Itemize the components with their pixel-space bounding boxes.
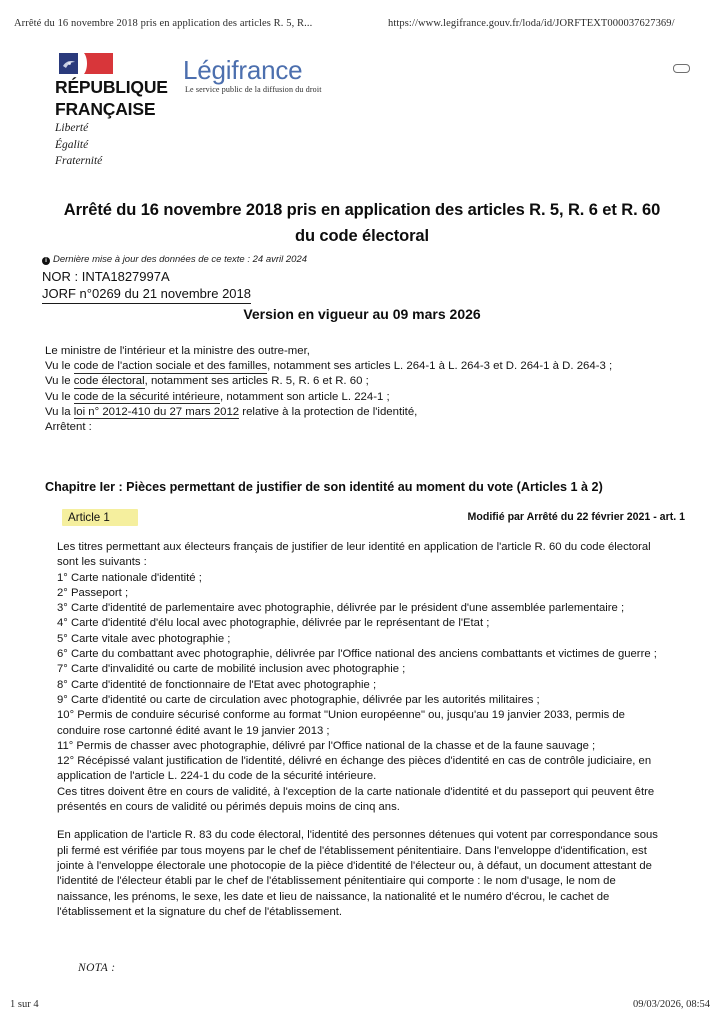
visa-item	[45, 374, 685, 389]
list-item: 1° Carte nationale d'identité ;	[57, 571, 202, 584]
list-item: 3° Carte d'identité de parlementaire avec photographie, délivrée par le président d'une assemblée parlementaire ;	[57, 602, 625, 615]
print-timestamp: 09/03/2026, 08:54	[632, 999, 710, 1010]
motto-fraternite: Fraternité	[55, 155, 103, 167]
jorf-reference-link[interactable]: JORF n°0269 du 21 novembre 2018	[42, 285, 251, 304]
list-item: 7° Carte d'invalidité ou carte de mobilité inclusion avec photographie ;	[57, 663, 406, 676]
french-flag-marianne-icon	[58, 52, 120, 75]
visas-closing: Arrêtent :	[45, 421, 92, 434]
page-indicator: 1 sur 4	[10, 999, 39, 1010]
article-label[interactable]: Article 1	[62, 509, 138, 526]
motto-egalite: Égalité	[55, 138, 89, 151]
chapter-heading: Chapitre Ier : Pièces permettant de justifier de son identité au moment du vote (Articles 1 à 2)	[45, 480, 603, 495]
visa-link[interactable]: code de l'action sociale et des familles	[73, 360, 268, 373]
print-header	[0, 18, 724, 34]
list-item: 11° Permis de chasser avec photographie, délivré par l'Office national de la chasse et de la faune sauvage ;	[57, 739, 596, 752]
list-item: 5° Carte vitale avec photographie ;	[57, 632, 231, 645]
print-header-url: https://www.legifrance.gouv.fr/loda/id/JORFTEXT000037627369/	[388, 18, 675, 29]
validity-paragraph: Ces titres doivent être en cours de validité, à l'exception de la carte nationale d'identité et du passeport qui peuvent être présentés en cours de validité ou périmés depuis moins de cinq ans.	[57, 785, 655, 814]
list-item: 10° Permis de conduire sécurisé conforme au format "Union européenne" ou, jusqu'au 19 janvier 2033, permis de conduire rose cartonné édité avant le 19 janvier 2013 ;	[57, 709, 625, 737]
visa-prefix: Vu le	[45, 360, 74, 373]
visas-intro: Le ministre de l'intérieur et la ministre des outre-mer,	[45, 345, 310, 357]
visa-link[interactable]: code électoral	[73, 375, 145, 388]
visa-suffix: , notamment ses articles L. 264-1 à L. 264-3 et D. 264-1 à D. 264-3 ;	[267, 360, 613, 373]
visas-block	[45, 344, 685, 435]
page-title: Arrêté du 16 novembre 2018 pris en application des articles R. 5, R. 6 et R. 60 du code électoral	[63, 201, 661, 246]
last-update-text: Dernière mise à jour des données de ce texte : 24 avril 2024	[53, 254, 308, 265]
visa-prefix: Vu la	[45, 405, 74, 418]
list-item: 4° Carte d'identité d'élu local avec photographie, délivrée par le représentant de l'Etat ;	[57, 617, 490, 630]
print-footer	[0, 999, 724, 1013]
legifrance-tagline: Le service public de la diffusion du droit	[185, 85, 322, 94]
nota-label: NOTA :	[78, 962, 116, 974]
republique-francaise-logo	[55, 52, 185, 168]
visa-link[interactable]: loi n° 2012-410 du 27 mars 2012	[73, 405, 240, 418]
list-item: 12° Récépissé valant justification de l'identité, délivré en échange des pièces d'identité en cas de contrôle judiciaire, en application de l'article L. 224-1 du code de la sécurité intérieure.	[57, 755, 652, 783]
visa-item	[45, 390, 685, 405]
print-header-page-title: Arrêté du 16 novembre 2018 pris en application des articles R. 5, R...	[14, 18, 313, 29]
body-intro: Les titres permettant aux électeurs français de justifier de leur identité en application de l'article R. 60 du code électoral sont les suivants :	[57, 541, 651, 569]
last-update-line	[42, 253, 682, 266]
print-artifact-pill-icon	[673, 64, 690, 73]
list-item: 2° Passeport ;	[57, 586, 129, 599]
list-item: 9° Carte d'identité ou carte de circulation avec photographie, délivrée par les autorités militaires ;	[57, 693, 540, 706]
legifrance-logo[interactable]	[183, 56, 322, 95]
article-body	[57, 540, 671, 920]
info-icon: i	[42, 257, 50, 265]
visa-item	[45, 405, 685, 420]
article-modified-by: Modifié par Arrêté du 22 février 2021 - art. 1	[467, 511, 685, 523]
visa-suffix: relative à la protection de l'identité,	[239, 405, 418, 418]
version-status: Version en vigueur au 09 mars 2026	[243, 306, 481, 322]
visa-prefix: Vu le	[45, 390, 74, 403]
article-header-row	[45, 509, 685, 527]
masthead	[55, 52, 675, 167]
visa-item	[45, 359, 685, 374]
visa-prefix: Vu le	[45, 375, 74, 388]
nor-identifier: NOR : INTA1827997A	[42, 269, 170, 284]
legifrance-wordmark: Légifrance	[183, 55, 303, 85]
republic-name-line1: RÉPUBLIQUE	[55, 77, 168, 97]
list-item: 6° Carte du combattant avec photographie, délivrée par l'Office national des anciens combattants et victimes de guerre ;	[57, 648, 657, 661]
visa-suffix: , notamment ses articles R. 5, R. 6 et R. 60 ;	[144, 375, 369, 388]
document-metadata	[42, 253, 682, 304]
motto-liberte: Liberté	[55, 122, 89, 134]
list-item: 8° Carte d'identité de fonctionnaire de l'Etat avec photographie ;	[57, 678, 377, 691]
visa-link[interactable]: code de la sécurité intérieure	[73, 390, 220, 403]
republic-name-line2: FRANÇAISE	[55, 98, 156, 119]
prison-voting-paragraph: En application de l'article R. 83 du code électoral, l'identité des personnes détenues qui votent par correspondance sous pli fermé est vérifiée par tous moyens par le chef de l'établissement pénitentiaire. Dans l'enveloppe d'identification, est jointe à l'enveloppe électorale une photocopie de la pièce d'identité de l'électeur ou, à défaut, un document attestant de l'identité de l'électeur établi par le chef de l'établissement pénitentiaire qui comporte : le nom d'usage, le nom de naissance, les prénoms, le sexe, les date et lieu de naissance, la nationalité et le numéro d'écrou, le cachet de l'établissement et la signature du chef de l'établissement.	[57, 829, 658, 918]
visa-suffix: , notamment son article L. 224-1 ;	[219, 390, 390, 403]
